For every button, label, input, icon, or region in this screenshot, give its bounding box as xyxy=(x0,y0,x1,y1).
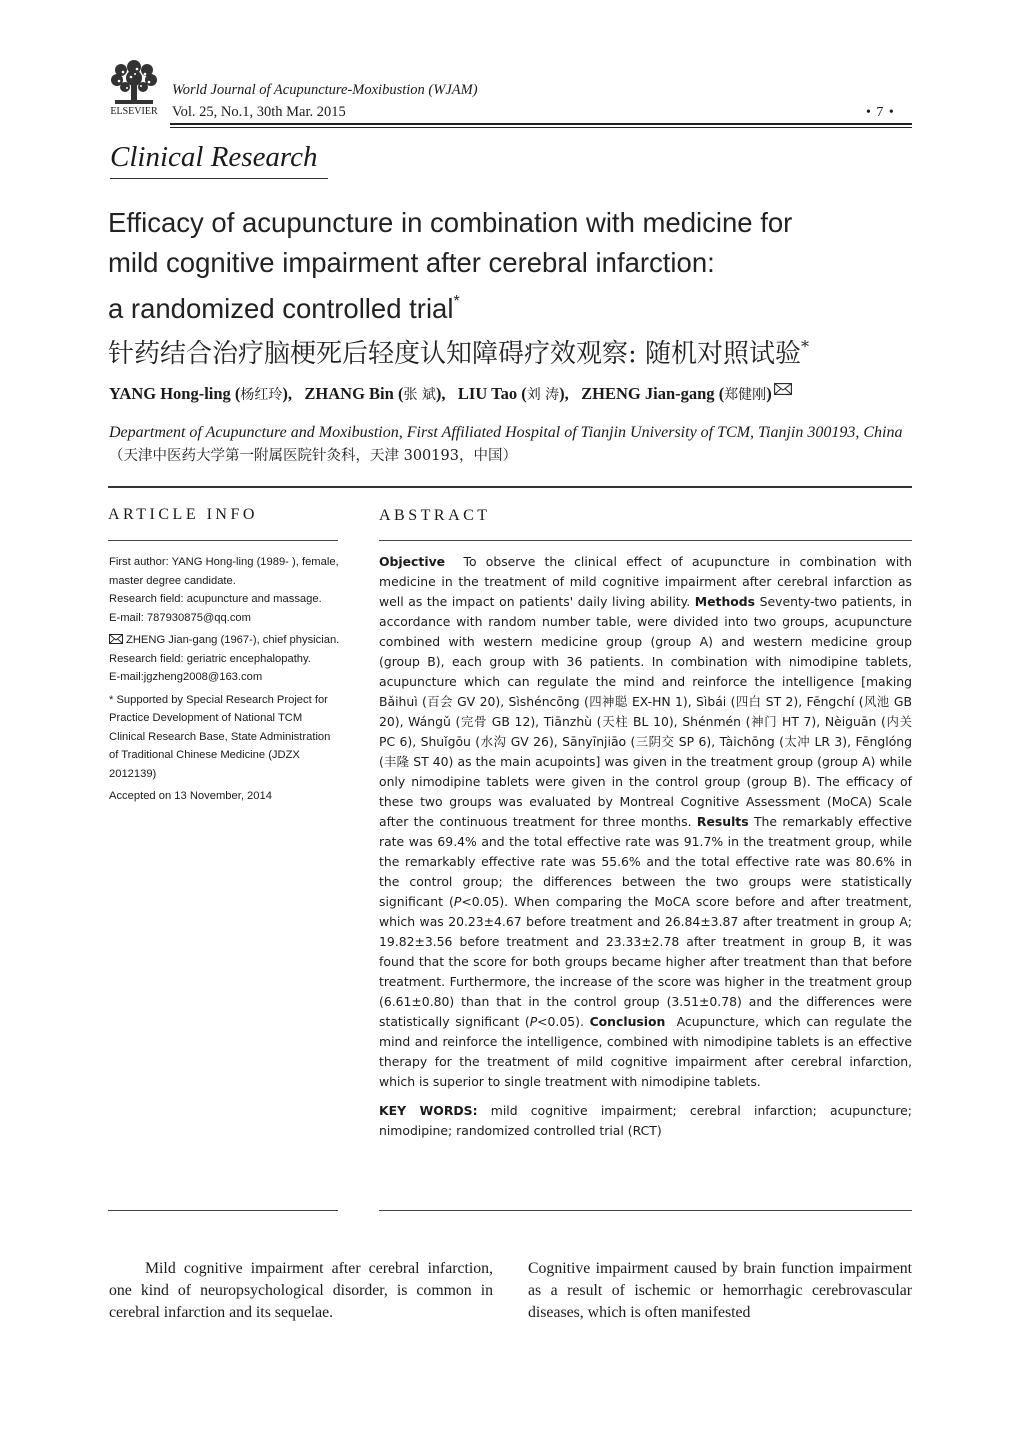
first-author: First author: YANG Hong-ling (1989- ), female, master degree candidate. xyxy=(109,556,339,587)
author-name: ZHANG Bin xyxy=(304,384,394,403)
methods-text: Seventy-two patients, in accordance with random number table, were divided into two groups, acupuncture combined with western medicine group (group A) and western medicine group (group B), each group with 36 patients. In combination with nimodipine tablets, acupuncture which can regulate the mind and reinforce the intelligence [making Bǎihuì (百会 GV 20), Sìshéncōng (四神聪 EX-HN 1), Sìbái (四白 ST 2), Fēngchí (风池 GB 20), Wángǔ (完骨 GB 12), Tiānzhù (天柱 BL 10), Shénmén (神门 HT 7), Nèiguān (内关 PC 6), Shuǐgōu (水沟 GV 26), Sānyīnjiāo (三阴交 SP 6), Tàichōng (太冲 LR 3), Fēnglóng (丰隆 ST 40) as the main acupoints] was given in the treatment group (group A) while only nimodipine tablets were given in the control group (group B). The efficacy of these two groups was evaluated by Montreal Cognitive Assessment (MoCA) Scale after the continuous treatment for three months. xyxy=(379,594,912,829)
keywords-label: KEY WORDS: xyxy=(379,1103,478,1118)
corresponding-author-block xyxy=(109,631,341,687)
envelope-icon xyxy=(774,383,792,395)
p-value-symbol: P xyxy=(529,1014,538,1029)
body-column-left xyxy=(109,1258,493,1324)
first-author-field: Research field: acupuncture and massage. xyxy=(109,593,322,605)
body-column-right xyxy=(528,1258,912,1324)
title-english xyxy=(108,203,928,329)
page-number: • 7 • xyxy=(866,105,895,120)
abstract-heading: ABSTRACT xyxy=(379,507,491,524)
journal-volume: Vol. 25, No.1, 30th Mar. 2015 xyxy=(172,104,346,120)
title-line: Efficacy of acupuncture in combination with medicine for xyxy=(108,207,793,238)
publisher-logo xyxy=(107,60,161,120)
results-label: Results xyxy=(696,814,749,829)
header-rule-thin xyxy=(170,127,912,128)
title-line-text: a randomized controlled trial xyxy=(108,293,454,324)
author-name: YANG Hong-ling xyxy=(109,384,231,403)
publisher-logo-text: ELSEVIER xyxy=(110,106,158,117)
results-text: <0.05). xyxy=(537,1014,584,1029)
corresponding-author: ZHENG Jian-gang (1967-), chief physician. xyxy=(126,634,340,646)
divider xyxy=(108,486,912,488)
corresponding-author-email: E-mail:jgzheng2008@163.com xyxy=(109,671,263,683)
p-value-symbol: P xyxy=(453,894,462,909)
footnote-mark: * xyxy=(801,337,810,356)
title-chinese xyxy=(108,329,928,372)
elsevier-tree-icon xyxy=(107,60,161,106)
first-author-block xyxy=(109,553,341,627)
divider xyxy=(379,1210,912,1211)
methods-label: Methods xyxy=(694,594,756,609)
author-name: ZHENG Jian-gang xyxy=(581,384,715,403)
body-paragraph: Mild cognitive impairment after cerebral infarction, one kind of neuropsychological disorder, is common in cerebral infarction and its sequelae. xyxy=(109,1260,493,1321)
article-info-heading: ARTICLE INFO xyxy=(108,506,258,523)
funding-note: * Supported by Special Research Project for Practice Development of National TCM Clinical Research Base, State Administration of Traditional Chinese Medicine (JDZX 2012139) xyxy=(109,693,331,780)
abstract-text xyxy=(379,552,912,1092)
corresponding-author-field: Research field: geriatric encephalopathy. xyxy=(109,652,311,665)
keywords-text: mild cognitive impairment; cerebral infarction; acupuncture; nimodipine; randomized controlled trial (RCT) xyxy=(379,1103,912,1138)
conclusion-label: Conclusion xyxy=(589,1014,666,1029)
section-label: Clinical Research xyxy=(110,141,328,179)
objective-label: Objective xyxy=(379,554,446,569)
accepted-date: Accepted on 13 November, 2014 xyxy=(109,790,272,802)
keywords xyxy=(379,1101,912,1141)
affiliation xyxy=(109,422,915,467)
author-name-zh: 刘 涛 xyxy=(526,387,560,403)
first-author-email: E-mail: 787930875@qq.com xyxy=(109,611,251,624)
results-text: The remarkably effective rate was 69.4% and the total effective rate was 91.7% in the treatment group, while the remarkably effective rate was 55.6% and the total effective rate was 80.6% in the control group; the differences between the two groups were statistically significant ( xyxy=(379,814,912,909)
header-rule xyxy=(170,123,912,125)
article-info xyxy=(109,553,341,810)
author-name-zh: 郑健刚 xyxy=(724,387,767,403)
divider xyxy=(108,540,338,541)
author-name-zh: 杨红玲 xyxy=(240,387,283,403)
abstract-body xyxy=(379,552,912,1141)
envelope-icon xyxy=(109,634,123,644)
results-text: <0.05). When comparing the MoCA score before and after treatment, which was 20.23±4.67 before treatment and 26.84±3.87 after treatment in group A; 19.82±3.56 before treatment and 23.33±2.78 after treatment in group B, it was found that the score for both groups became higher after treatment than that before treatment. Furthermore, the increase of the score was higher in the treatment group (6.61±0.80) than that in the control group (3.51±0.78) and the differences were statistically significant ( xyxy=(379,894,912,1029)
journal-name: World Journal of Acupuncture-Moxibustion (WJAM) xyxy=(172,82,478,98)
title-line: mild cognitive impairment after cerebral infarction: xyxy=(108,246,715,278)
divider xyxy=(379,540,912,541)
divider xyxy=(108,1210,338,1211)
title-line xyxy=(108,282,928,329)
objective-text: To observe the clinical effect of acupuncture in combination with medicine in the treatment of mild cognitive impairment after cerebral infarction as well as the impact on patients' daily living ability. xyxy=(379,554,912,609)
title-chinese-text: 针药结合治疗脑梗死后轻度认知障碍疗效观察: 随机对照试验 xyxy=(108,339,802,369)
author-name-zh: 张 斌 xyxy=(403,387,436,403)
body-paragraph: Cognitive impairment caused by brain function impairment as a result of ischemic or hemorrhagic cerebrovascular diseases, which is often manifested xyxy=(528,1260,912,1321)
affiliation-zh: （天津中医药大学第一附属医院针灸科，天津 300193，中国） xyxy=(109,447,517,464)
author-name: LIU Tao xyxy=(457,384,518,403)
footnote-mark: * xyxy=(453,293,460,310)
author-list: YANG Hong-ling (杨红玲), ZHANG Bin (张 斌), LIU Tao (刘 涛), ZHENG Jian-gang (郑健刚) xyxy=(109,383,929,406)
conclusion-text: Acupuncture, which can regulate the mind and reinforce the intelligence, combined with nimodipine tablets is an effective therapy for the treatment of mild cognitive impairment after cerebral infarction, which is superior to single treatment with nimodipine tablets. xyxy=(379,1014,912,1089)
affiliation-en: Department of Acupuncture and Moxibustion, First Affiliated Hospital of Tianjin University of TCM, Tianjin 300193, China xyxy=(109,424,903,441)
